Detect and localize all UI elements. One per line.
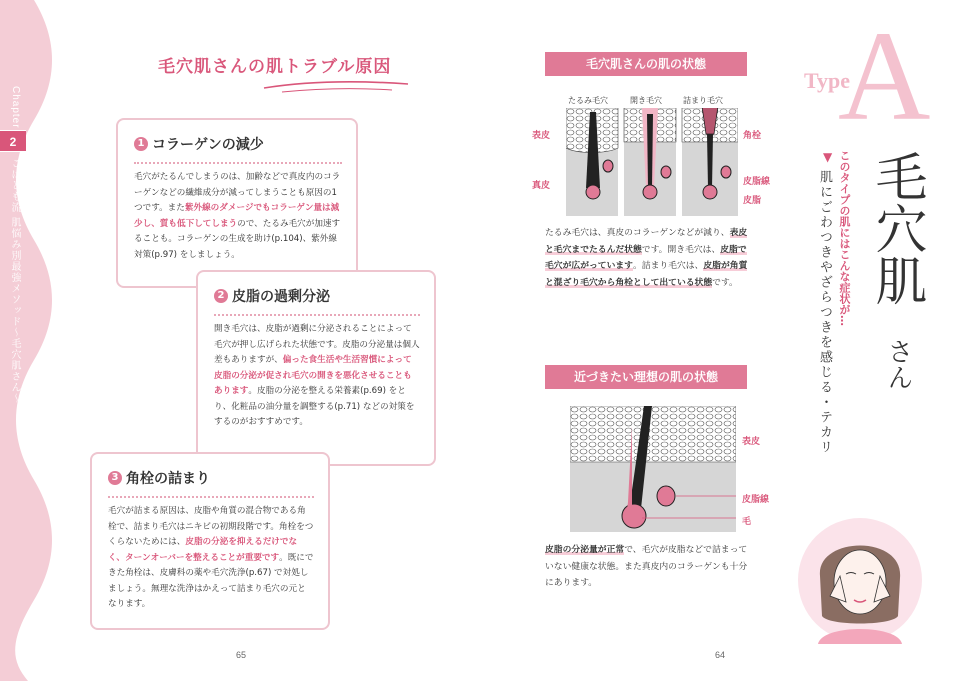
- cause-body-text: 開き毛穴は、皮脂が過剰に分泌されることによって毛穴が押し広げられた状態です。皮脂の分泌量は個人差もありますが、偏った食生活や生活習慣によって皮脂の分泌が促され毛穴の開きを悪化させることもあります。皮脂の分泌を整える栄養素(p.69) をとり、化粧品の油分量を調整する(p.71) などの対策をするのがおすすめです。: [214, 324, 420, 427]
- type-letter: A: [838, 5, 931, 147]
- diagram-label-plug: 角栓: [743, 131, 762, 141]
- diagram-label-gland: 皮脂線: [743, 177, 771, 187]
- clogged-pore-illustration: [682, 108, 738, 216]
- diagram-col-label: 開き毛穴: [630, 96, 662, 105]
- sagging-pore-illustration: [566, 108, 618, 216]
- ideal-skin-title: 近づきたい理想の肌の状態: [545, 365, 747, 389]
- down-arrow-icon: ▼: [823, 150, 833, 164]
- page-title: 毛穴肌さんの肌トラブル原因: [158, 57, 392, 77]
- skin-state-description: たるみ毛穴は、真皮のコラーゲンなどが減り、表皮と毛穴までたるんだ状態です。開き毛穴は、皮脂で毛穴が広がっています。詰まり毛穴は、皮脂が角質と混ざり毛穴から角栓として出ている状態です。: [545, 228, 748, 288]
- cause-title-text: コラーゲンの減少: [152, 137, 264, 153]
- cause-title-text: 角栓の詰まり: [126, 471, 210, 487]
- chapter-title: こばとも流 肌悩み別最強メソッド〜毛穴肌さん〜: [9, 158, 20, 405]
- diagram-col-label: 詰まり毛穴: [683, 96, 723, 105]
- dotted-divider: [134, 162, 342, 164]
- number-badge: 2: [214, 289, 228, 303]
- cause-card-title: [134, 134, 342, 154]
- cause-card-plug: [90, 452, 330, 630]
- cause-body-text: 毛穴が詰まる原因は、皮脂や角質の混合物である角栓で、詰まり毛穴はニキビの初期段階です。角栓をつくらないためには、皮脂の分泌を抑えるだけでなく、ターンオーバーを整えることが重要です。既にできた角栓は、皮膚科の薬や毛穴洗浄(p.67) で対処しましょう。無理な洗浄はかえって詰まり毛穴の元となります。: [108, 506, 314, 609]
- diagram-label-epidermis: 表皮: [532, 131, 551, 141]
- ideal-label-gland: 皮脂線: [742, 495, 770, 505]
- headline-main: 毛穴肌: [866, 150, 926, 306]
- diagram-label-sebum: 皮脂: [743, 196, 762, 206]
- dotted-divider: [214, 314, 420, 316]
- skin-state-title: 毛穴肌さんの肌の状態: [545, 52, 747, 76]
- ideal-label-epidermis: 表皮: [742, 437, 761, 447]
- type-word: Type: [804, 68, 851, 93]
- chapter-number: 2: [0, 130, 26, 152]
- ideal-label-hair: 毛: [742, 517, 752, 527]
- ideal-skin-diagram: [570, 406, 736, 532]
- open-pore-illustration: [624, 108, 676, 216]
- title-underline: [262, 76, 412, 96]
- number-badge: 3: [108, 471, 122, 485]
- pore-types-diagram: [566, 108, 738, 216]
- cause-card-title: [214, 286, 420, 306]
- diagram-label-dermis: 真皮: [532, 181, 551, 191]
- cause-body-text: 毛穴がたるんでしまうのは、加齢などで真皮内のコラーゲンなどの繊維成分が減ってしまうことも原因の1つです。また紫外線のダメージでもコラーゲン量は減少し、質も低下してしまうので、たるみ毛穴が加速することも。コラーゲンの生成を助け(p.104)、紫外線対策(p.97) をしましょう。: [134, 172, 341, 260]
- page-number-right: 64: [715, 650, 726, 660]
- woman-illustration: [796, 516, 924, 644]
- cause-card-title: [108, 468, 314, 488]
- cause-card-sebum: [196, 270, 436, 466]
- symptom-list: 肌にごわつきやざらつきを感じる・テカリ: [817, 170, 832, 455]
- dotted-divider: [108, 496, 314, 498]
- page-number-left: 65: [236, 650, 247, 660]
- diagram-col-label: たるみ毛穴: [568, 96, 608, 105]
- cause-title-text: 皮脂の過剰分泌: [232, 289, 330, 305]
- cause-card-collagen: [116, 118, 358, 288]
- ideal-skin-description: 皮脂の分泌量が正常で、毛穴が皮脂などで詰まっていない健康な状態。また真皮内のコラーゲンも十分にあります。: [545, 545, 748, 588]
- headline-sub: さん: [883, 338, 913, 390]
- number-badge: 1: [134, 137, 148, 151]
- chapter-label: Chapter: [10, 86, 21, 129]
- symptom-lead: このタイプの肌にはこんな症状が…: [838, 150, 851, 326]
